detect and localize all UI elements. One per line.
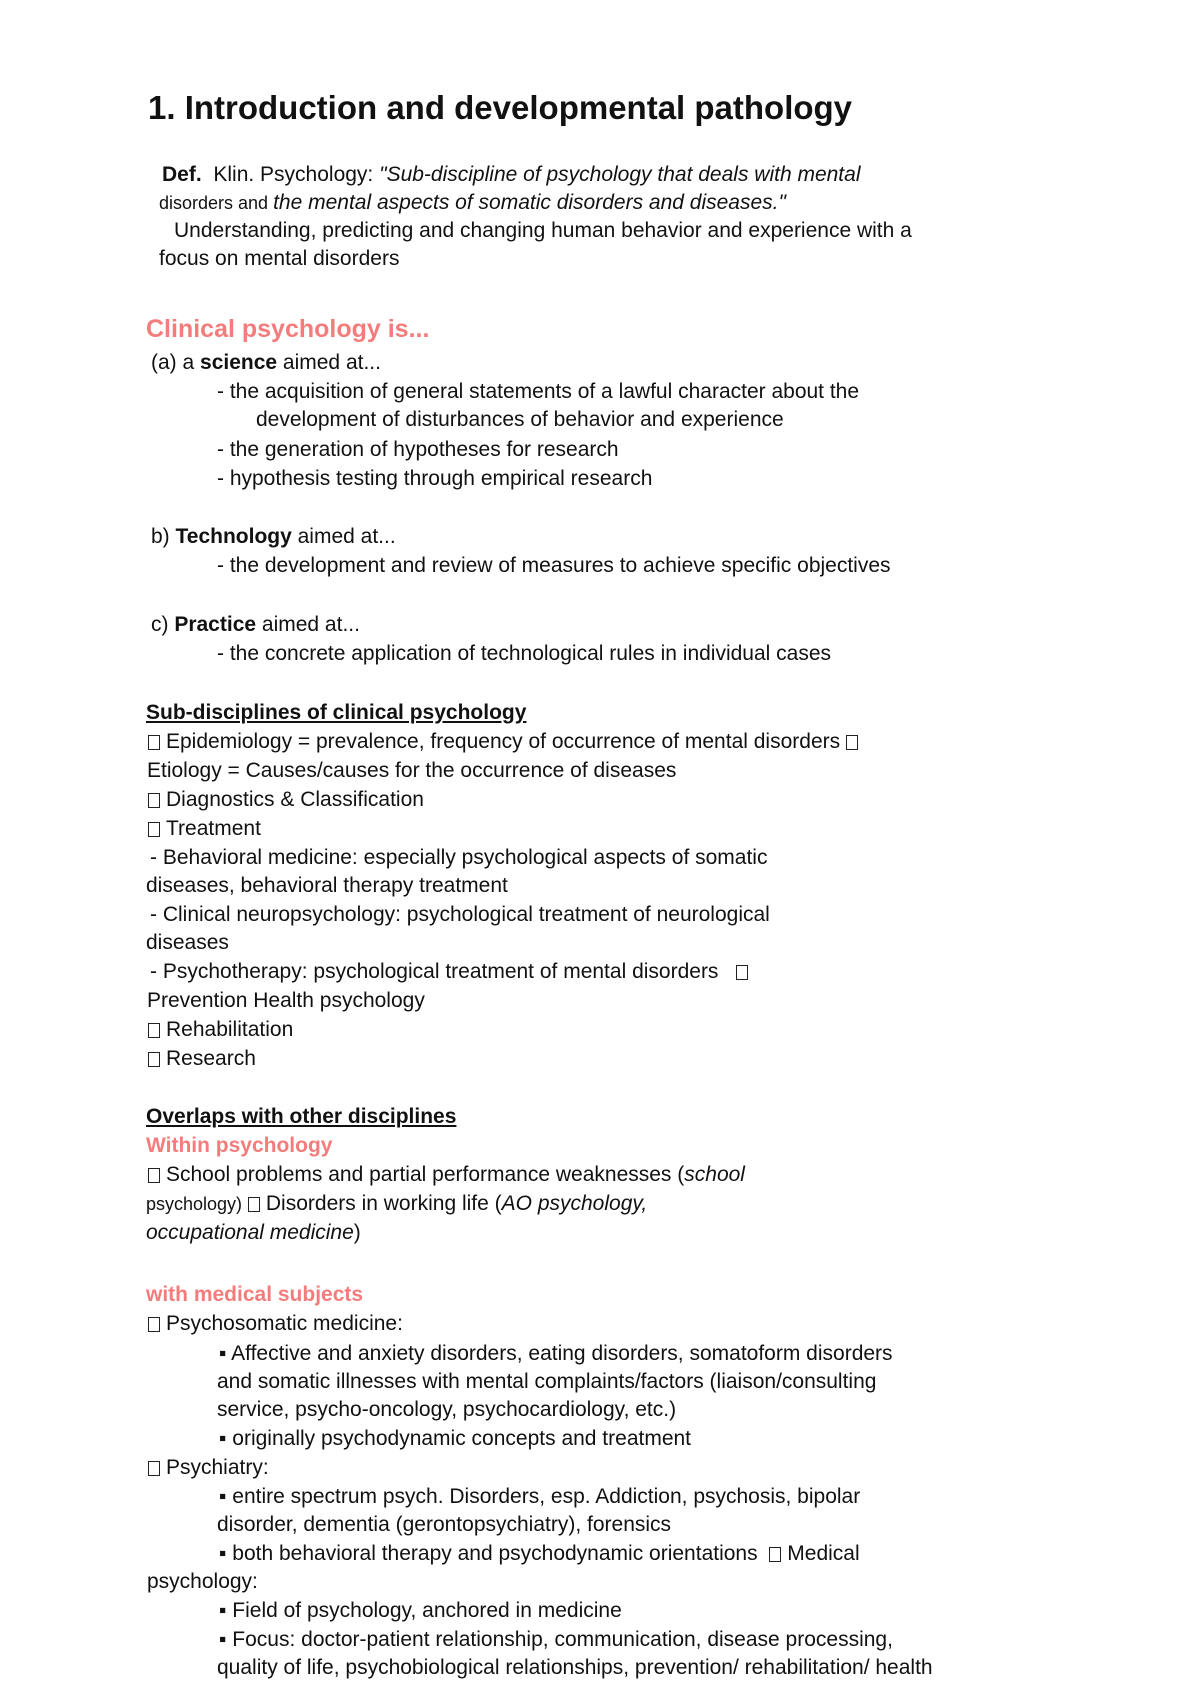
sub-text-4: Treatment (166, 817, 261, 840)
medical-line-10: psychology: (147, 1570, 258, 1593)
medical-line-9 (219, 1541, 860, 1567)
clinical-c-item1: - the concrete application of technological rules in individual cases (217, 642, 832, 665)
within-line-2 (146, 1191, 647, 1217)
m9b-text: Medical (787, 1542, 860, 1565)
checkbox-icon (148, 1052, 160, 1067)
sub-line-3 (148, 787, 424, 813)
b-bold: Technology (175, 525, 292, 548)
c-suffix: aimed at... (256, 613, 360, 636)
medical-subjects-heading: with medical subjects (146, 1283, 364, 1306)
c-bold: Practice (174, 613, 257, 636)
checkbox-icon (248, 1197, 260, 1212)
medical-line-2: ▪ Affective and anxiety disorders, eating disorders, somatoform disorders (219, 1342, 893, 1365)
b-prefix: b) (151, 525, 176, 548)
checkbox-icon (148, 1168, 160, 1183)
clinical-b-item1: - the development and review of measures to achieve specific objectives (217, 554, 891, 577)
medical-line-12: ▪ Focus: doctor-patient relationship, communication, disease processing, (219, 1628, 893, 1651)
checkbox-icon (148, 1023, 160, 1038)
overlaps-heading: Overlaps with other disciplines (146, 1105, 457, 1128)
checkbox-icon (148, 822, 160, 837)
clinical-a-item3: - hypothesis testing through empirical research (217, 467, 653, 490)
within-line-1 (148, 1162, 745, 1188)
medical-line-8: disorder, dementia (gerontopsychiatry), forensics (217, 1513, 672, 1536)
sub-line-12 (148, 1046, 256, 1072)
sub-text-9: - Psychotherapy: psychological treatment of mental disorders (150, 960, 719, 983)
page-title: 1. Introduction and developmental pathology (148, 89, 853, 126)
clinical-a-item1-l1: - the acquisition of general statements of a lawful character about the (217, 380, 860, 403)
sub-line-8: diseases (146, 931, 229, 954)
sub-text-11: Rehabilitation (166, 1018, 294, 1041)
subdisciplines-heading: Sub-disciplines of clinical psychology (146, 701, 527, 724)
medical-line-1 (148, 1311, 403, 1337)
sub-line-1 (148, 729, 858, 755)
clinical-a-item2: - the generation of hypotheses for research (217, 438, 619, 461)
medical-line-13: quality of life, psychobiological relationships, prevention/ rehabilitation/ health (217, 1656, 933, 1679)
clinical-a-line (151, 350, 381, 376)
checkbox-icon (736, 965, 748, 980)
medical-line-11: ▪ Field of psychology, anchored in medicine (219, 1599, 622, 1622)
understanding-line-2: focus on mental disorders (159, 247, 400, 270)
w2-italic: AO psychology, (501, 1192, 648, 1215)
w2-small: psychology) (146, 1194, 243, 1214)
a-bold: science (200, 351, 278, 374)
sub-line-11 (148, 1017, 293, 1043)
checkbox-icon (148, 735, 160, 750)
w2-text: Disorders in working life ( (265, 1192, 502, 1215)
sub-text-1: Epidemiology = prevalence, frequency of occurrence of mental disorders (166, 730, 841, 753)
understanding-line-1: Understanding, predicting and changing human behavior and experience with a (174, 219, 912, 242)
checkbox-icon (148, 793, 160, 808)
def-label: Def. (162, 163, 202, 186)
checkbox-icon (148, 1461, 160, 1476)
within-psychology-heading: Within psychology (146, 1134, 333, 1157)
m9-text: ▪ both behavioral therapy and psychodynamic orientations (219, 1542, 758, 1565)
definition-line-1 (162, 162, 861, 188)
sub-line-7: - Clinical neuropsychology: psychological treatment of neurological (150, 903, 770, 926)
sub-line-4 (148, 816, 261, 842)
sub-line-6: diseases, behavioral therapy treatment (146, 874, 508, 897)
def-prefix: Klin. Psychology: (213, 163, 380, 186)
clinical-b-line (151, 524, 396, 550)
a-suffix: aimed at... (277, 351, 381, 374)
w3-italic: occupational medicine (146, 1221, 354, 1244)
c-prefix: c) (151, 613, 175, 636)
sub-line-9 (150, 959, 748, 985)
checkbox-icon (148, 1317, 160, 1332)
def-quote-1: "Sub-discipline of psychology that deals with mental (379, 163, 861, 186)
checkbox-icon (769, 1547, 781, 1562)
sub-line-2: Etiology = Causes/causes for the occurrence of diseases (147, 759, 677, 782)
medical-line-4: service, psycho-oncology, psychocardiology, etc.) (217, 1398, 677, 1421)
w1-text: School problems and partial performance weaknesses ( (166, 1163, 685, 1186)
clinical-c-line (151, 612, 360, 638)
m1-text: Psychosomatic medicine: (166, 1312, 403, 1335)
b-suffix: aimed at... (291, 525, 396, 548)
sub-line-5: - Behavioral medicine: especially psychological aspects of somatic (150, 846, 768, 869)
w1-italic: school (684, 1163, 745, 1186)
a-prefix: (a) a (151, 351, 201, 374)
sub-text-12: Research (166, 1047, 256, 1070)
clinical-a-item1-l2: development of disturbances of behavior and experience (256, 408, 784, 431)
medical-line-5: ▪ originally psychodynamic concepts and treatment (219, 1427, 692, 1450)
disorders-and: disorders and (159, 193, 274, 213)
def-quote-2: the mental aspects of somatic disorders and diseases." (273, 191, 786, 214)
checkbox-icon (846, 735, 858, 750)
m6-text: Psychiatry: (166, 1456, 269, 1479)
medical-line-3: and somatic illnesses with mental complaints/factors (liaison/consulting (217, 1370, 877, 1393)
sub-line-10: Prevention Health psychology (147, 989, 425, 1012)
definition-line-2 (159, 190, 786, 216)
w3-text: ) (353, 1221, 361, 1244)
medical-line-7: ▪ entire spectrum psych. Disorders, esp. Addiction, psychosis, bipolar (219, 1485, 861, 1508)
within-line-3 (146, 1220, 361, 1246)
sub-text-3: Diagnostics & Classification (166, 788, 424, 811)
medical-line-6 (148, 1455, 269, 1481)
clinical-heading: Clinical psychology is... (146, 315, 430, 343)
